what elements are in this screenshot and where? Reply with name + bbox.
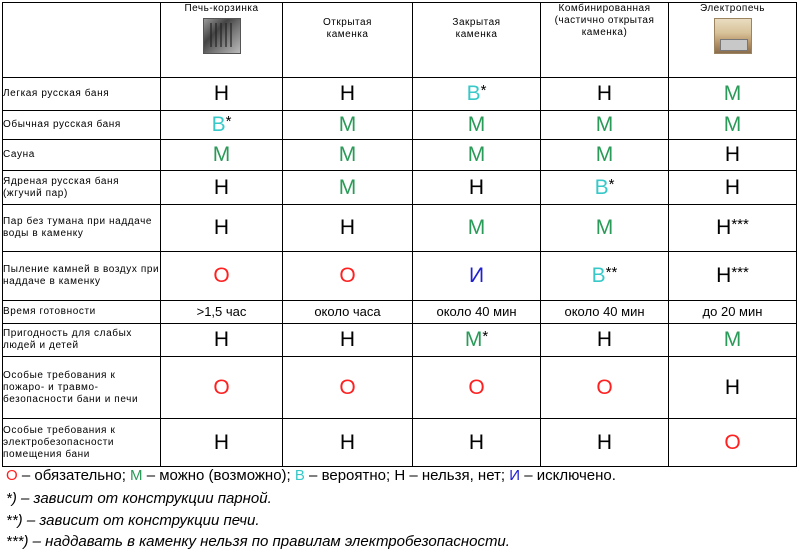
table-cell bbox=[541, 171, 669, 205]
table-cell bbox=[541, 205, 669, 252]
table-cell bbox=[669, 419, 797, 467]
cell-value: около 40 мин bbox=[564, 304, 645, 319]
table-cell bbox=[283, 324, 413, 357]
table-row bbox=[3, 324, 797, 357]
row-label: Особые требования к пожаро- и травмо-безопасности бани и печи bbox=[3, 357, 161, 419]
cell-value: О bbox=[468, 375, 485, 399]
cell-value: Н bbox=[596, 328, 613, 351]
table-row bbox=[3, 419, 797, 467]
electric-stove-image bbox=[714, 18, 752, 54]
legend-segment: – обязательно; bbox=[17, 467, 131, 484]
table-body bbox=[3, 78, 797, 467]
table-cell bbox=[669, 171, 797, 205]
table-cell bbox=[161, 205, 283, 252]
table-row bbox=[3, 171, 797, 205]
cell-value: Н bbox=[724, 143, 741, 166]
cell-value: Н bbox=[468, 430, 485, 454]
legend-segment: Н bbox=[394, 467, 406, 484]
cell-value: О bbox=[724, 430, 741, 454]
cell-footnote-mark: * bbox=[482, 328, 489, 345]
legend-segment: В bbox=[294, 467, 305, 484]
row-label: Легкая русская баня bbox=[3, 78, 161, 111]
table-cell bbox=[161, 111, 283, 140]
cell-value: Н bbox=[213, 328, 230, 351]
table-cell bbox=[413, 324, 541, 357]
cell-value: Н bbox=[716, 264, 732, 287]
basket-stove-image bbox=[203, 18, 241, 54]
header-closed-heater: Закрытая каменка bbox=[413, 3, 541, 78]
row-label: Ядреная русская баня (жгучий пар) bbox=[3, 171, 161, 205]
legend-note-1: *) – зависит от конструкции парной. bbox=[6, 490, 272, 507]
table-row bbox=[3, 78, 797, 111]
row-label: Пар без тумана при наддаче воды в каменку bbox=[3, 205, 161, 252]
row-label: Сауна bbox=[3, 140, 161, 171]
cell-value: Н bbox=[339, 328, 356, 351]
legend-segment: – нельзя, нет; bbox=[405, 467, 510, 484]
table-cell bbox=[541, 140, 669, 171]
row-label: Обычная русская баня bbox=[3, 111, 161, 140]
cell-value: Н bbox=[724, 375, 741, 399]
header-combined-heater: Комбинированная (частично открытая каменка) bbox=[541, 3, 669, 78]
table-cell bbox=[669, 252, 797, 301]
cell-value: М bbox=[595, 143, 614, 166]
table-cell bbox=[413, 171, 541, 205]
cell-value: М bbox=[467, 216, 486, 239]
table-cell bbox=[283, 301, 413, 324]
header-corner bbox=[3, 3, 161, 78]
cell-value: М bbox=[723, 82, 742, 105]
cell-value: до 20 мин bbox=[702, 304, 763, 319]
table-cell bbox=[669, 111, 797, 140]
cell-value: М bbox=[212, 143, 231, 166]
cell-value: М bbox=[467, 143, 486, 166]
comparison-table bbox=[2, 2, 797, 467]
table-cell bbox=[283, 205, 413, 252]
table-cell bbox=[413, 111, 541, 140]
table-cell bbox=[541, 111, 669, 140]
table-cell bbox=[413, 78, 541, 111]
cell-value: М bbox=[467, 113, 486, 136]
table-cell bbox=[413, 252, 541, 301]
cell-value: Н bbox=[724, 175, 741, 199]
cell-footnote-mark: *** bbox=[731, 264, 749, 281]
cell-value: Н bbox=[339, 82, 356, 105]
header-basket-stove: Печь-корзинка bbox=[161, 3, 283, 78]
legend-segment: О bbox=[6, 467, 18, 484]
table-cell bbox=[283, 252, 413, 301]
cell-footnote-mark: * bbox=[225, 113, 232, 130]
cell-value: М bbox=[338, 113, 357, 136]
cell-value: М bbox=[338, 175, 357, 199]
table-cell bbox=[161, 78, 283, 111]
legend-note-2: **) – зависит от конструкции печи. bbox=[6, 512, 260, 529]
row-label: Пригодность для слабых людей и детей bbox=[3, 324, 161, 357]
cell-value: О bbox=[213, 375, 230, 399]
cell-value: Н bbox=[339, 216, 356, 239]
table-cell bbox=[541, 419, 669, 467]
cell-value: Н bbox=[339, 430, 356, 454]
table-cell bbox=[161, 324, 283, 357]
table-cell bbox=[541, 357, 669, 419]
legend-note-3: ***) – наддавать в каменку нельзя по правилам электробезопасности. bbox=[6, 533, 510, 550]
table-cell bbox=[669, 301, 797, 324]
table-cell bbox=[669, 357, 797, 419]
legend-segment: – исключено. bbox=[520, 467, 616, 484]
legend-line bbox=[6, 467, 616, 484]
cell-value: В bbox=[211, 113, 226, 136]
cell-value: В bbox=[591, 264, 606, 287]
cell-value: О bbox=[339, 375, 356, 399]
cell-value: Н bbox=[596, 82, 613, 105]
table-cell bbox=[161, 301, 283, 324]
table-cell bbox=[161, 252, 283, 301]
header-electric-stove: Электропечь bbox=[669, 3, 797, 78]
table-cell bbox=[413, 205, 541, 252]
table-cell bbox=[413, 301, 541, 324]
row-label: Время готовности bbox=[3, 301, 161, 324]
cell-value: Н bbox=[213, 216, 230, 239]
cell-value: О bbox=[339, 264, 356, 287]
cell-value: Н bbox=[213, 175, 230, 199]
table-cell bbox=[669, 205, 797, 252]
row-label: Особые требования к электробезопасности помещения бани bbox=[3, 419, 161, 467]
table-cell bbox=[541, 301, 669, 324]
cell-value: М bbox=[595, 216, 614, 239]
table-cell bbox=[161, 140, 283, 171]
table-cell bbox=[541, 252, 669, 301]
legend-segment: М bbox=[130, 467, 143, 484]
table-cell bbox=[541, 324, 669, 357]
cell-value: О bbox=[213, 264, 230, 287]
cell-value: Н bbox=[213, 430, 230, 454]
cell-value: Н bbox=[716, 216, 732, 239]
cell-value: около 40 мин bbox=[436, 304, 517, 319]
row-label: Пыление камней в воздух при наддаче в каменку bbox=[3, 252, 161, 301]
cell-value: >1,5 час bbox=[196, 304, 247, 319]
table-cell bbox=[161, 419, 283, 467]
table-row bbox=[3, 301, 797, 324]
table-row bbox=[3, 205, 797, 252]
table-cell bbox=[669, 78, 797, 111]
table-row bbox=[3, 111, 797, 140]
header-open-heater: Открытая каменка bbox=[283, 3, 413, 78]
table-cell bbox=[669, 324, 797, 357]
table-cell bbox=[669, 140, 797, 171]
table-cell bbox=[283, 78, 413, 111]
cell-value: М bbox=[723, 328, 742, 351]
table-row bbox=[3, 140, 797, 171]
cell-value: В bbox=[594, 175, 609, 199]
table-cell bbox=[413, 419, 541, 467]
cell-value: М bbox=[595, 113, 614, 136]
cell-value: М bbox=[464, 328, 483, 351]
table-cell bbox=[283, 357, 413, 419]
header-row bbox=[3, 3, 797, 78]
table-cell bbox=[283, 111, 413, 140]
table-cell bbox=[541, 78, 669, 111]
cell-value: Н bbox=[468, 175, 485, 199]
legend-segment: И bbox=[509, 467, 521, 484]
cell-value: Н bbox=[213, 82, 230, 105]
cell-value: Н bbox=[596, 430, 613, 454]
table-cell bbox=[161, 171, 283, 205]
table-cell bbox=[413, 140, 541, 171]
cell-footnote-mark: *** bbox=[731, 216, 749, 233]
cell-value: около часа bbox=[314, 304, 381, 319]
table-row bbox=[3, 252, 797, 301]
cell-footnote-mark: ** bbox=[605, 264, 618, 281]
cell-value: М bbox=[723, 113, 742, 136]
cell-footnote-mark: * bbox=[480, 82, 487, 99]
table-cell bbox=[413, 357, 541, 419]
cell-value: В bbox=[466, 82, 481, 105]
table-cell bbox=[283, 171, 413, 205]
table-cell bbox=[283, 140, 413, 171]
table-row bbox=[3, 357, 797, 419]
legend-segment: – вероятно; bbox=[304, 467, 395, 484]
table-cell bbox=[161, 357, 283, 419]
cell-value: И bbox=[468, 264, 485, 287]
legend-segment: – можно (возможно); bbox=[142, 467, 295, 484]
cell-value: О bbox=[596, 375, 613, 399]
cell-footnote-mark: * bbox=[608, 175, 615, 193]
cell-value: М bbox=[338, 143, 357, 166]
table-cell bbox=[283, 419, 413, 467]
